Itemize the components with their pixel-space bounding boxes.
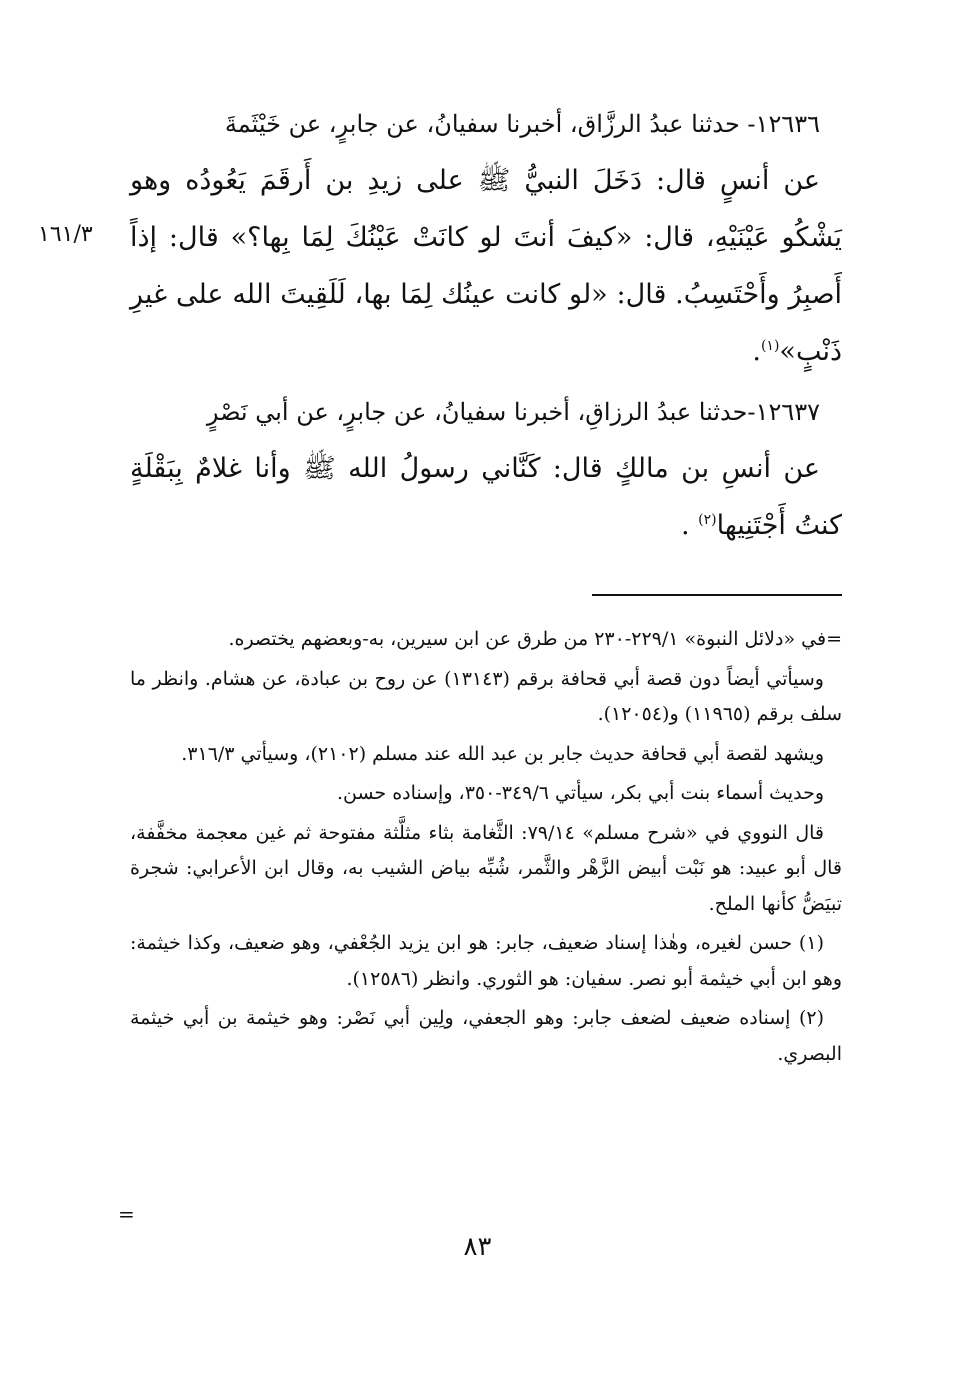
footnote-para-abi-quhafa: وسيأتي أيضاً دون قصة أبي قحافة برقم (١٣١٤٣) عن روح بن عبادة، عن هشام. وانظر ما سلف برقم (١١٩٦٥) و(١٢٠٥٤). bbox=[130, 667, 842, 725]
footnote-ref-2: (٢) bbox=[698, 512, 717, 528]
hadith-12637-isnad: ١٢٦٣٧-حدثنا عبدُ الرزاقِ، أخبرنا سفيانُ، عن جابرٍ، عن أبي نَصْرٍ bbox=[206, 398, 820, 426]
continuation-mark: = bbox=[118, 1202, 135, 1226]
main-text bbox=[130, 96, 842, 554]
page-number: ٨٣ bbox=[463, 1232, 492, 1262]
margin-volume-page-reference: ١٦١/٣ bbox=[38, 222, 93, 247]
footnote-continued-dalail: =في «دلائل النبوة» ٢٢٩/١-٢٣٠ من طرق عن ابن سيرين، به-وبعضهم يختصره. bbox=[228, 628, 842, 650]
hadith-12637-end: . bbox=[680, 510, 699, 541]
footnotes bbox=[130, 622, 842, 1076]
hadith-12636-text: عن أنسٍ قال: دَخَلَ النبيُّ ﷺ على زيدِ بن أَرقَمَ يَعُودُه وهو يَشْكُو عَيْنَيْهِ، قال: «كيفَ أنتَ لو كانَتْ عَيْنُكَ لِمَا بِها؟» قال: إذاً أَصبِرُ وأَحْتَسِبُ. قال: «لو كانت عينُك لِمَا بها، لَلَقِيتَ الله على غيرِ ذَنْبٍ» bbox=[130, 165, 842, 367]
hadith-12636-matn bbox=[130, 152, 842, 380]
footnote-para-jabir-witness: ويشهد لقصة أبي قحافة حديث جابر بن عبد الله عند مسلم (٢١٠٢)، وسيأتي ٣١٦/٣. bbox=[181, 742, 824, 765]
footnote-1: (١) حسن لغيره، وهٰذا إسناد ضعيف، جابر: هو ابن يزيد الجُعْفي، وهو ضعيف، وكذا خيثمة: وهو ابن أبي خيثمة أبو نصر. سفيان: هو الثوري. وانظر (١٢٥٨٦). bbox=[130, 932, 842, 990]
footnote-ref-1: (١) bbox=[760, 338, 780, 354]
footnote-2: (٢) إسناده ضعيف لضعف جابر: وهو الجعفي، ولِين أبي نَصْر: وهو خيثمة بن أبي خيثمة البصري. bbox=[130, 1007, 842, 1065]
hadith-12636-isnad: ١٢٦٣٦- حدثنا عبدُ الرزَّاق، أخبرنا سفيانُ، عن جابرٍ، عن خَيْثَمةَ bbox=[224, 110, 820, 138]
hadith-12637-text: عن أنسِ بن مالكٍ قال: كَنَّاني رسولُ الله ﷺ وأنا غلامٌ بِبَقْلَةٍ كنتُ أَجْتَنِيها bbox=[130, 453, 842, 541]
footnote-separator bbox=[592, 594, 842, 596]
hadith-12636-end: . bbox=[752, 336, 761, 367]
footnote-para-nawawi: قال النووي في «شرح مسلم» ٧٩/١٤: الثَّغامة بثاء مثلَّثة مفتوحة ثم غين معجمة مخفَّفة، قال أبو عبيد: هو نَبْت أبيض الزَّهْر والثَّمر، شُبِّه بياض الشيب به، وقال ابن الأعرابي: شجرة تبيَضُّ كأنها الملح. bbox=[130, 821, 842, 915]
hadith-12637-matn bbox=[130, 440, 842, 554]
footnote-para-asma: وحديث أسماء بنت أبي بكر، سيأتي ٣٤٩/٦-٣٥٠، وإسناده حسن. bbox=[336, 782, 824, 804]
